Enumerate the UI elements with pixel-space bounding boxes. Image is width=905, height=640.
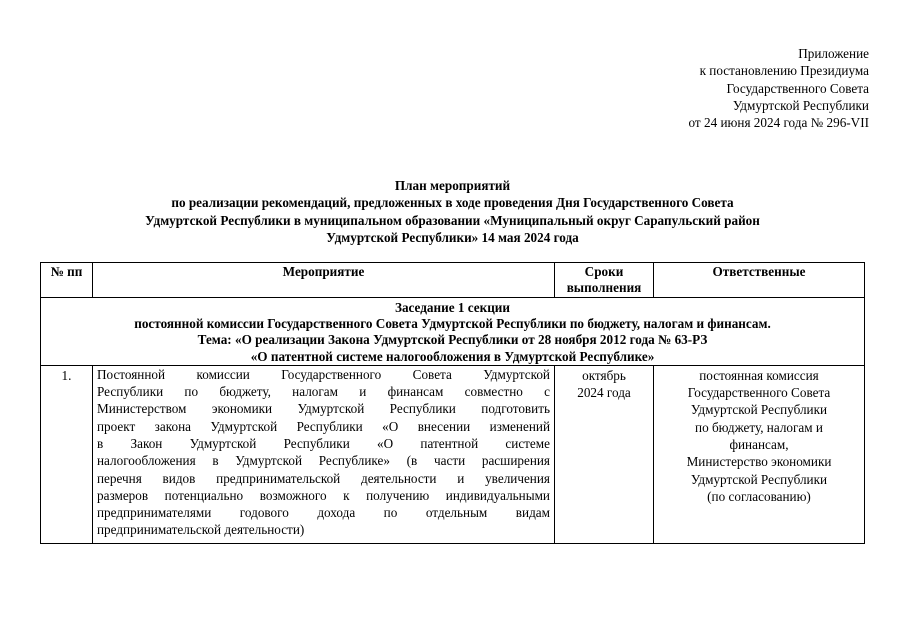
table-row [41,365,865,543]
row-num: 1. [41,365,93,543]
event-line: перечня видов предпринимательской деятельности и увеличения [97,470,550,486]
section-heading [41,298,865,366]
deadline-line: октябрь [582,367,626,383]
event-line: Министерством экономики Удмуртской Республики подготовить [97,401,550,417]
event-line: предпринимательской деятельности) [97,522,305,538]
responsible-line: (по согласованию) [707,488,811,504]
event-line: размеров потенциально возможного к получению индивидуальными [97,487,550,503]
appendix-line: Приложение [798,46,869,61]
appendix-line: Государственного Совета [726,80,869,96]
row-responsible [654,365,865,543]
section-line: Тема: «О реализации Закона Удмуртской Республики от 28 ноября 2012 года № 63-РЗ [197,332,708,348]
responsible-line: Государственного Совета [687,385,831,401]
event-line: в Закон Удмуртской Республики «О патентной системе [97,436,550,451]
section-line: «О патентной системе налогообложения в Удмуртской Республике» [250,348,655,364]
responsible-line: финансам, [729,437,789,452]
appendix-line: Удмуртской Республики [732,97,869,113]
responsible-line: Министерство экономики [686,454,832,470]
event-line: налогообложения в Удмуртской Республике» (в части расширения [97,453,550,469]
row-event [93,365,555,543]
responsible-line: Удмуртской Республики [690,471,828,487]
appendix-line: от 24 июня 2024 года № 296-VII [688,115,869,131]
header-deadline-line: Сроки [584,264,624,279]
title-line: Удмуртской Республики» 14 мая 2024 года [326,229,579,245]
responsible-line: постоянная комиссия [699,367,819,383]
row-deadline [555,365,654,543]
document-title [40,177,865,246]
responsible-line: по бюджету, налогам и [695,419,823,435]
responsible-line: Удмуртской Республики [690,402,828,418]
event-line: предпринимателями годового дохода по отдельным видам [97,505,550,521]
event-line: Постоянной комиссии Государственного Совета Удмуртской [97,366,550,382]
action-plan-table [40,262,865,544]
header-responsible: Ответственные [654,263,865,298]
title-line: по реализации рекомендаций, предложенных в ходе проведения Дня Государственного Совета [171,195,734,211]
section-line: Заседание 1 секции [394,300,510,315]
header-event: Мероприятие [93,263,555,298]
header-deadline [555,263,654,298]
title-line: План мероприятий [394,178,511,193]
table-header-row [41,263,865,298]
header-deadline-line: выполнения [566,280,642,295]
appendix-block [689,45,869,131]
event-line: Республики по бюджету, налогам и финансам совместно с [97,384,550,400]
appendix-line: к постановлению Президиума [699,63,869,79]
title-line: Удмуртской Республики в муниципальном образовании «Муниципальный округ Сарапульский район [145,212,760,228]
event-line: проект закона Удмуртской Республики «О внесении изменений [97,418,550,434]
section-row [41,298,865,366]
header-num: № пп [41,263,93,298]
deadline-line: 2024 года [577,385,631,401]
section-line: постоянной комиссии Государственного Совета Удмуртской Республики по бюджету, налогам и финансам. [134,316,771,332]
